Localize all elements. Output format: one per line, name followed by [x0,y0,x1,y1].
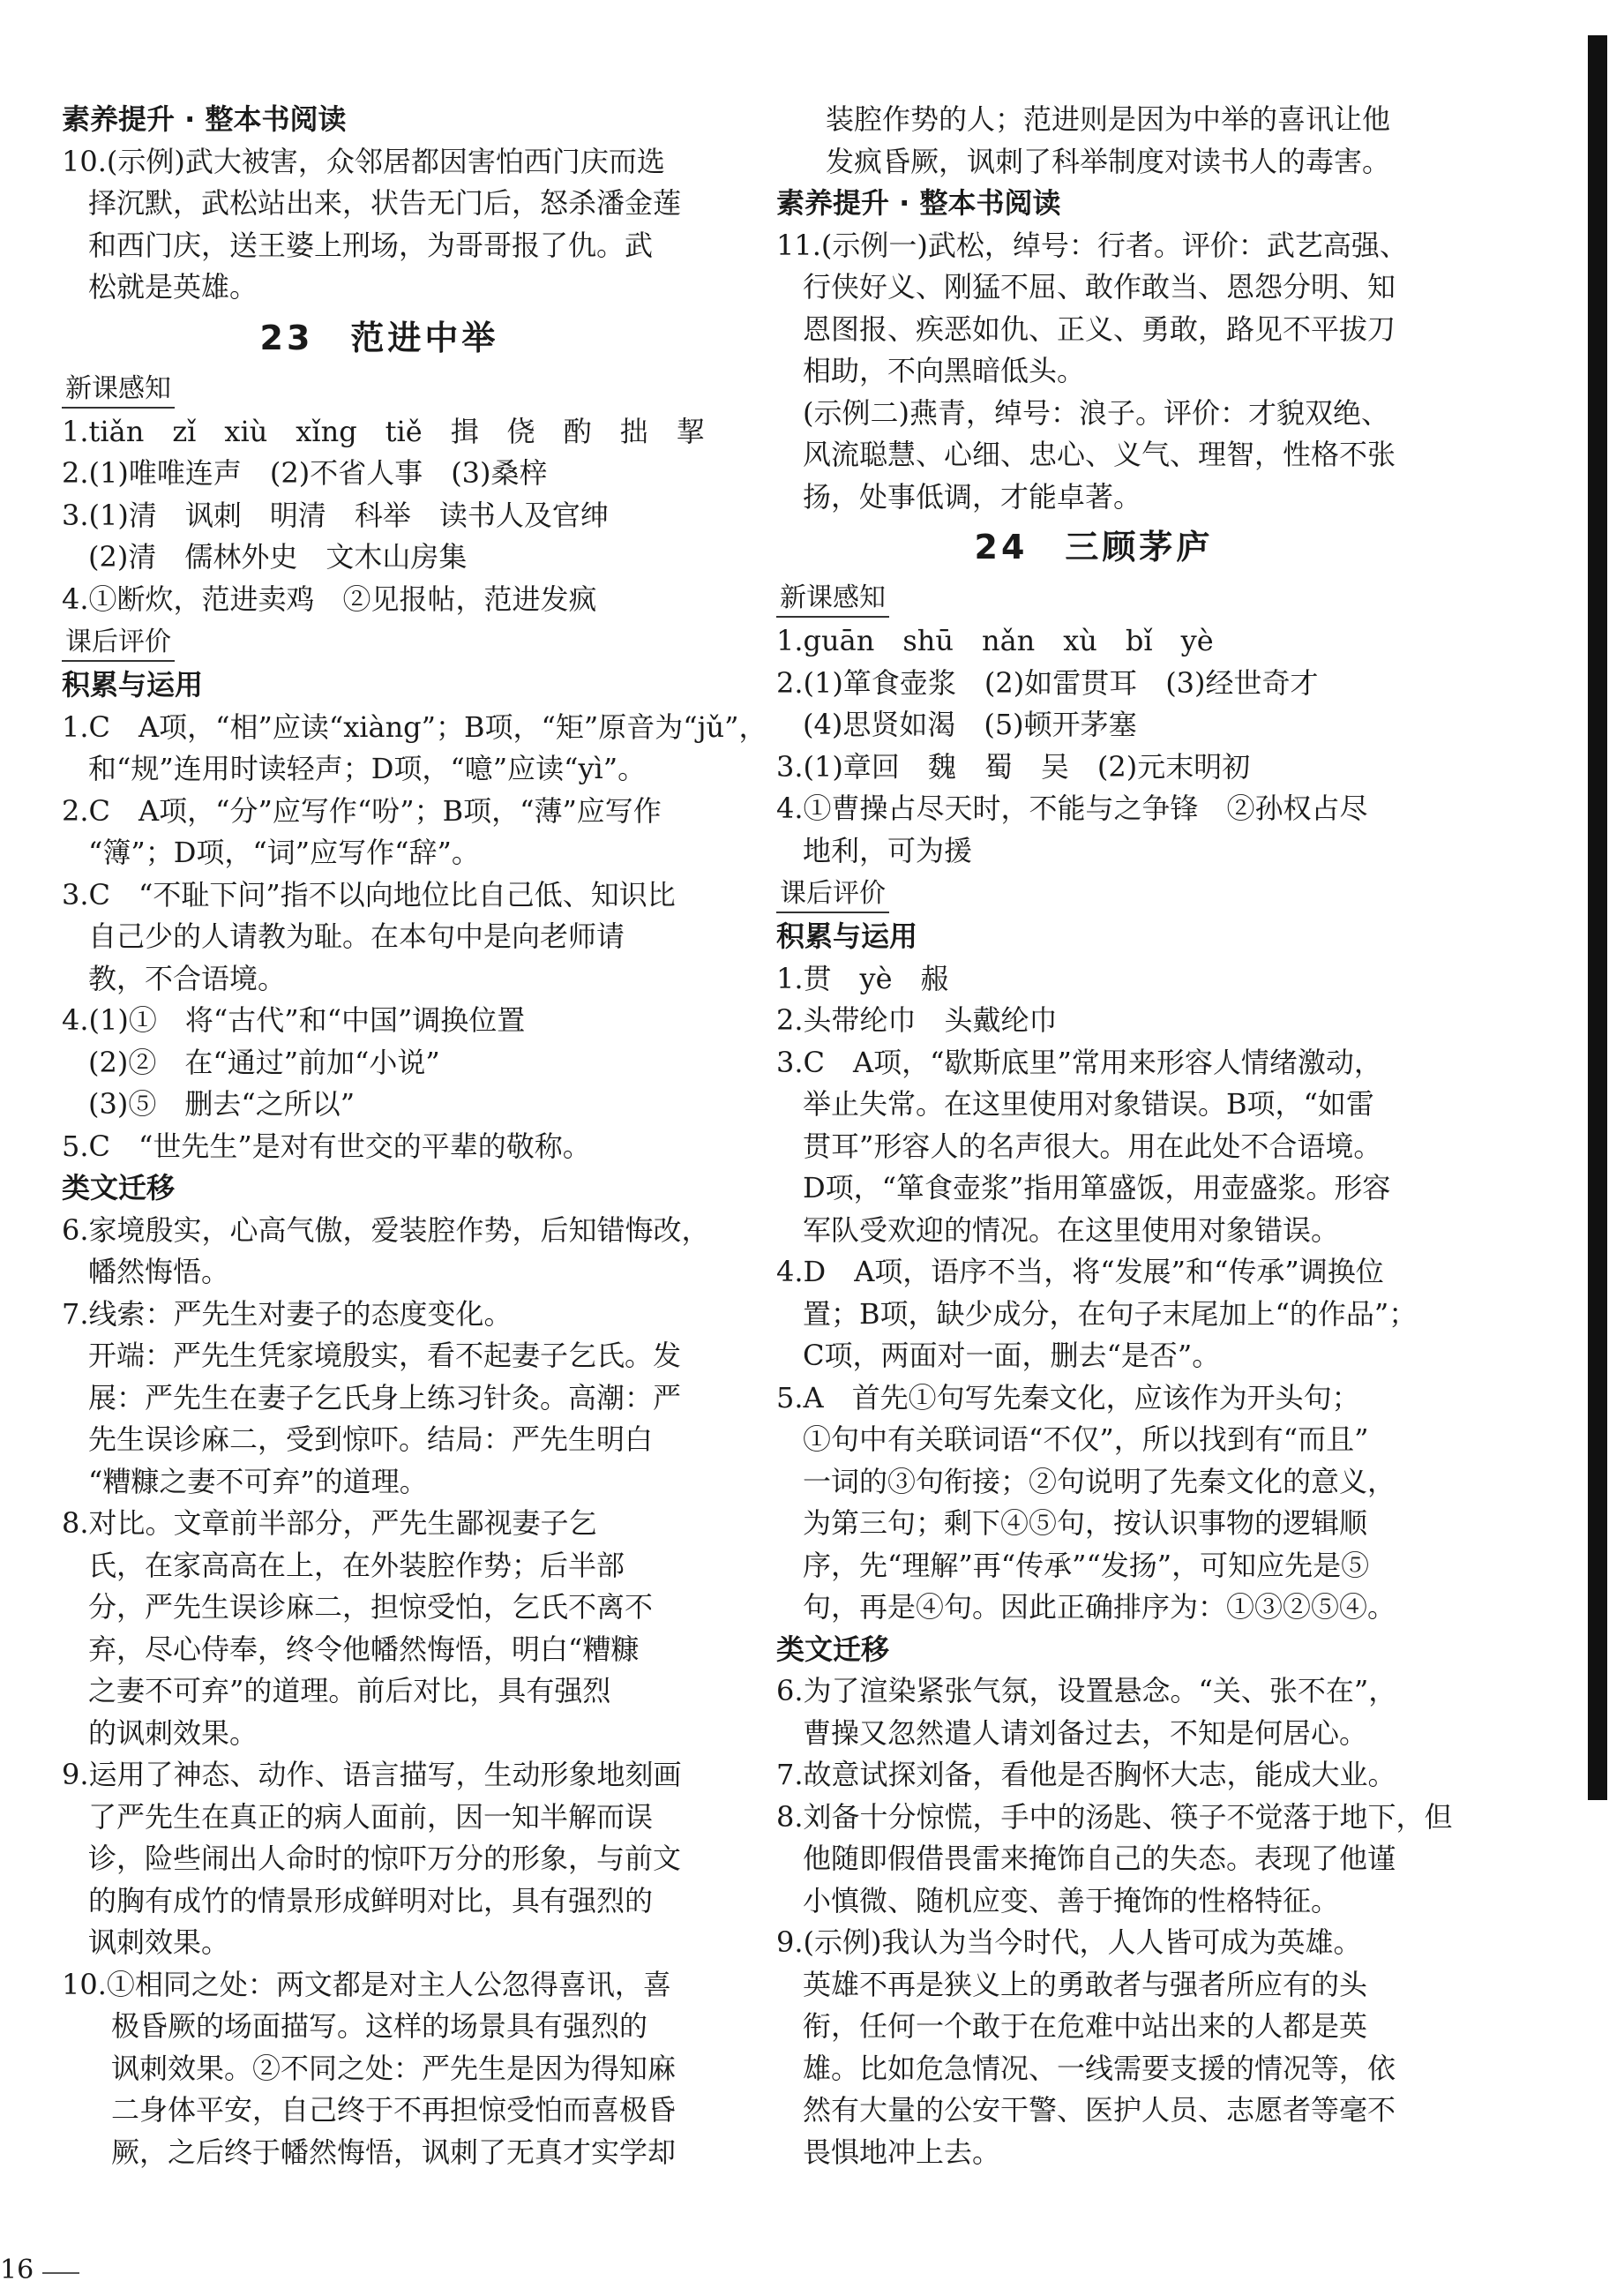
text-line: 1.tiǎn zǐ xiù xǐng tiě 揖 侥 酌 拙 挈 [62,414,705,448]
text-line: 氏，在家高高在上，在外装腔作势；后半部 [88,1548,625,1582]
section-heading: 素养提升 · 整本书阅读 [62,102,347,136]
text-line: 行侠好义、刚猛不屈、敢作敢当、恩怨分明、知 [803,270,1396,304]
text-line: 先生误诊麻二，受到惊吓。结局：严先生明白 [88,1422,654,1456]
text-line: 地利，可为援 [803,833,973,867]
text-line: 了严先生在真正的病人面前，因一知半解而误 [88,1799,654,1834]
text-line: 和西门庆，送王婆上刑场，为哥哥报了仇。武 [88,228,654,262]
lesson-title: 23 范进中举 [259,318,499,357]
text-line: 4.①断炊，范进卖鸡 ②见报帖，范进发疯 [62,582,597,616]
text-line: “糟糠之妻不可弃”的道理。 [88,1464,428,1498]
text-line: 教，不合语境。 [88,961,287,995]
text-line: 曹操又忽然遣人请刘备过去，不知是何居心。 [803,1715,1368,1750]
text-line: 分，严先生误诊麻二，担惊受怕，乞氏不离不 [88,1590,654,1624]
text-line: 讽刺效果。②不同之处：严先生是因为得知麻 [111,2051,677,2085]
text-line: 3.(1)章回 魏 蜀 吴 (2)元末明初 [776,749,1251,784]
text-line: 3.(1)清 讽刺 明清 科举 读书人及官绅 [62,498,609,532]
text-line: ①句中有关联词语“不仅”，所以找到有“而且” [803,1422,1369,1456]
text-line: 恩图报、疾恶如仇、正义、勇敢，路见不平拔刀 [803,311,1396,346]
text-line: 英雄不再是狭义上的勇敢者与强者所应有的头 [803,1967,1368,2001]
text-line: 1.C A项，“相”应读“xiàng”；B项，“矩”原音为“jǔ”， [62,709,767,744]
text-line: 句，再是④句。因此正确排序为：①③②⑤④。 [803,1590,1396,1624]
text-line: (2)清 儒林外史 文木山房集 [88,540,468,574]
section-label: 新课感知 [776,581,889,618]
text-line: 一词的③句衔接；②句说明了先秦文化的意义， [803,1464,1396,1498]
section-heading: 素养提升 · 整本书阅读 [776,186,1061,220]
text-line: 4.D A项，语序不当，将“发展”和“传承”调换位 [776,1255,1384,1288]
page-number: 16 [0,2255,34,2285]
text-line: 1.贯 yè 赧 [776,961,949,995]
text-line: 3.C “不耻下问”指不以向地位比自己低、知识比 [62,877,676,912]
text-line: 7.故意试探刘备，看他是否胸怀大志，能成大业。 [776,1758,1396,1791]
text-line: 自己少的人请教为耻。在本句中是向老师请 [88,919,625,953]
section-label-box [776,576,1411,620]
text-line: 1.guān shū nǎn xù bǐ yè [776,624,1214,657]
text-line: 2.(1)箪食壶浆 (2)如雷贯耳 (3)经世奇才 [776,665,1319,700]
text-line: 择沉默，武松站出来，状告无门后，怒杀潘金莲 [88,186,682,220]
text-line: 4.(1)① 将“古代”和“中国”调换位置 [62,1003,526,1037]
text-line: 装腔作势的人；范进则是因为中举的喜讯让他 [826,102,1391,136]
text-line: 贯耳”形容人的名声很大。用在此处不合语境。 [803,1129,1382,1163]
text-line: 的讽刺效果。 [88,1715,258,1750]
text-line: 二身体平安，自己终于不再担惊受怕而喜极昏 [111,2093,677,2127]
text-line: 2.(1)唯唯连声 (2)不省人事 (3)桑梓 [62,456,548,490]
text-line: 序，先“理解”再“传承”“发扬”，可知应先是⑤ [803,1548,1370,1582]
text-line: 7.线索：严先生对妻子的态度变化。 [62,1296,513,1331]
section-label: 新课感知 [62,371,175,409]
left-column [62,99,767,2173]
text-line: 弃，尽心侍奉，终令他幡然悔悟，明白“糟糠 [88,1632,640,1666]
section-label-box [62,620,697,664]
text-line: (4)思贤如渴 (5)顿开茅塞 [803,708,1137,741]
text-line: 8.对比。文章前半部分，严先生鄙视妻子乞 [62,1506,597,1540]
text-line: 5.C “世先生”是对有世交的平辈的敬称。 [62,1129,591,1163]
text-line: 扬，处事低调，才能卓著。 [803,479,1142,514]
text-line: C项，两面对一面，删去“是否”。 [803,1339,1221,1372]
text-line: 雄。比如危急情况、一线需要支援的情况等，依 [803,2051,1396,2085]
text-line: 5.A 首先①句写先秦文化，应该作为开头句； [776,1380,1360,1414]
text-line: (示例二)燕青，绰号：浪子。评价：才貌双绝、 [803,395,1389,430]
text-line: 为第三句；剩下④⑤句，按认识事物的逻辑顺 [803,1506,1368,1540]
text-line: 畏惧地冲上去。 [803,2135,1001,2169]
text-line: 小慎微、随机应变、善于掩饰的性格特征。 [803,1883,1340,1917]
section-heading: 积累与运用 [776,919,918,953]
section-label-box [776,872,1411,916]
text-line: 讽刺效果。 [88,1925,230,1959]
text-line: 极昏厥的场面描写。这样的场景具有强烈的 [111,2009,648,2043]
text-line: 4.①曹操占尽天时，不能与之争锋 ②孙权占尽 [776,792,1368,825]
text-line: 3.C A项，“歇斯底里”常用来形容人情绪激动， [776,1045,1382,1079]
text-line: 风流聪慧、心细、忠心、义气、理智，性格不张 [803,438,1396,471]
text-line: 置；B项，缺少成分，在句子末尾加上“的作品”； [803,1296,1418,1331]
text-line: “簿”；D项，“词”应写作“辞”。 [88,836,480,869]
section-heading: 类文迁移 [62,1171,176,1204]
text-line: 的胸有成竹的情景形成鲜明对比，具有强烈的 [88,1883,654,1917]
text-line: 展：严先生在妻子乞氏身上练习针灸。高潮：严 [88,1380,682,1414]
text-line: (3)⑤ 删去“之所以” [88,1087,355,1121]
text-line: 之妻不可弃”的道理。前后对比，具有强烈 [88,1674,611,1707]
text-line: (2)② 在“通过”前加“小说” [88,1045,440,1079]
text-line: 2.C A项，“分”应写作“吩”；B项，“薄”应写作 [62,793,662,828]
text-line: 9.运用了神态、动作、语言描写，生动形象地刻画 [62,1758,682,1791]
text-line: 厥，之后终于幡然悔悟，讽刺了无真才实学却 [111,2135,677,2169]
text-line: 10.①相同之处：两文都是对主人公忽得喜讯，喜 [62,1967,671,2001]
text-line: D项，“箪食壶浆”指用箪盛饭，用壶盛浆。形容 [803,1171,1391,1204]
section-heading: 类文迁移 [776,1632,890,1666]
section-heading: 积累与运用 [62,668,204,702]
text-line: 幡然悔悟。 [88,1255,230,1288]
text-line: 相助，不向黑暗低头。 [803,354,1086,387]
text-line: 6.为了渲染紧张气氛，设置悬念。“关、张不在”， [776,1674,1397,1707]
right-column [776,99,1453,2173]
text-line: 然有大量的公安干警、医护人员、志愿者等毫不 [803,2093,1396,2127]
page-edge-bar [1588,35,1607,1800]
text-line: 他随即假借畏雷来掩饰自己的失态。表现了他谨 [803,1842,1396,1875]
text-line: 10.(示例)武大被害，众邻居都因害怕西门庆而选 [62,144,665,178]
text-line: 11.(示例一)武松，绰号：行者。评价：武艺高强、 [776,228,1408,262]
text-line: 8.刘备十分惊慌，手中的汤匙、筷子不觉落于地下，但 [776,1799,1453,1834]
text-line: 开端：严先生凭家境殷实，看不起妻子乞氏。发 [88,1339,682,1372]
page-number-rule [42,2272,79,2274]
text-line: 2.头带纶巾 头戴纶巾 [776,1003,1058,1037]
text-line: 松就是英雄。 [88,270,258,304]
lesson-title: 24 三顾茅庐 [974,528,1214,566]
section-label: 课后评价 [62,625,175,662]
text-line: 军队受欢迎的情况。在这里使用对象错误。 [803,1212,1340,1247]
text-line: 发疯昏厥，讽刺了科举制度对读书人的毒害。 [826,144,1391,178]
text-line: 诊，险些闹出人命时的惊吓万分的形象，与前文 [88,1842,682,1875]
section-label-box [62,367,697,411]
text-line: 6.家境殷实，心高气傲，爱装腔作势，后知错悔改， [62,1212,710,1247]
text-line: 9.(示例)我认为当今时代，人人皆可成为英雄。 [776,1925,1362,1959]
text-line: 举止失常。在这里使用对象错误。B项，“如雷 [803,1087,1374,1121]
text-line: 和“规”连用时读轻声；D项，“噫”应读“yì”。 [88,752,647,785]
section-label: 课后评价 [776,876,889,913]
text-line: 衔，任何一个敢于在危难中站出来的人都是英 [803,2009,1368,2043]
